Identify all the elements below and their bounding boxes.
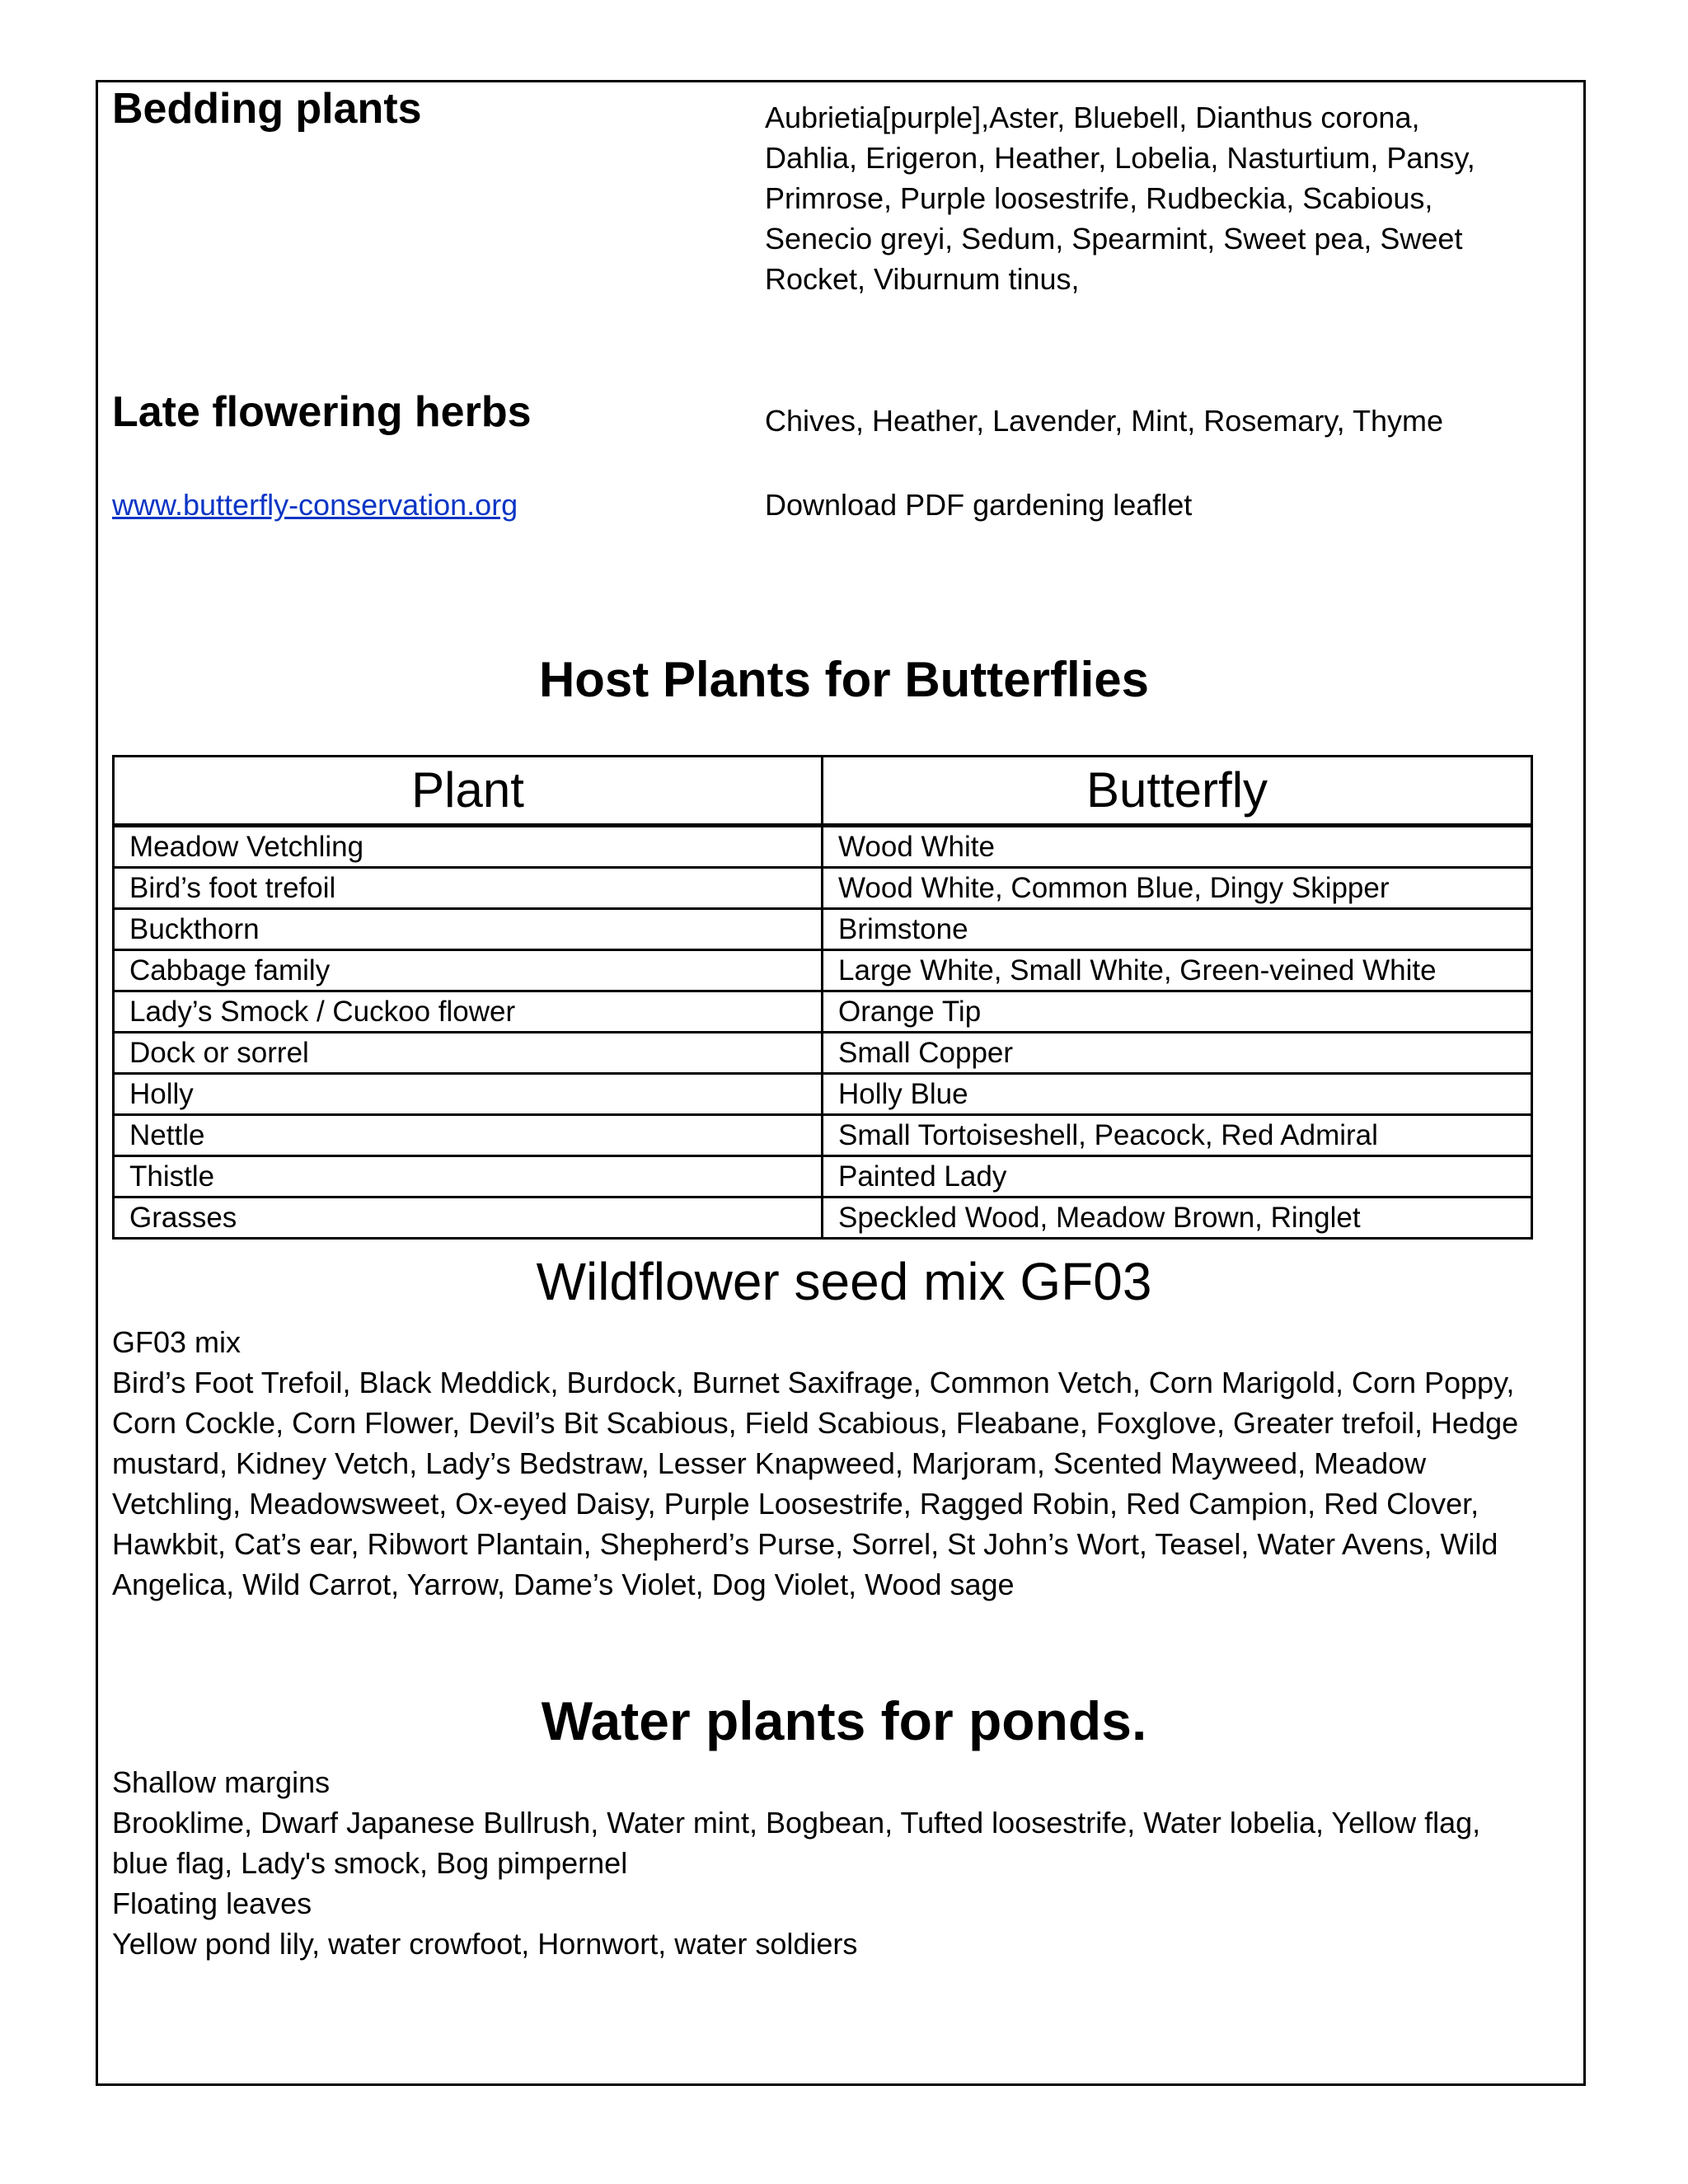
table-row (114, 1115, 1532, 1156)
table-row (114, 991, 1532, 1033)
butterfly-cell: Wood White, Common Blue, Dingy Skipper (823, 868, 1532, 909)
wildflower-line: Bird’s Foot Trefoil, Black Meddick, Burdock, Burnet Saxifrage, Common Vetch, Corn Marigold, Corn Poppy, (112, 1366, 1515, 1399)
butterfly-cell: Painted Lady (823, 1156, 1532, 1197)
wildflower-subheading: GF03 mix (112, 1325, 241, 1359)
plant-cell: Grasses (114, 1197, 823, 1239)
herbs-list: Chives, Heather, Lavender, Mint, Rosemary, Thyme (765, 404, 1444, 438)
wildflower-section (112, 1322, 1518, 1605)
plant-cell: Thistle (114, 1156, 823, 1197)
butterfly-cell: Brimstone (823, 909, 1532, 950)
bedding-line: Dahlia, Erigeron, Heather, Lobelia, Nasturtium, Pansy, (765, 141, 1475, 175)
wildflower-line: mustard, Kidney Vetch, Lady’s Bedstraw, Lesser Knapweed, Marjoram, Scented Mayweed, Meadow (112, 1446, 1427, 1480)
host-plants-table (112, 755, 1533, 1240)
table-row (114, 1074, 1532, 1115)
bedding-line: Senecio greyi, Sedum, Spearmint, Sweet pea, Sweet (765, 222, 1463, 255)
table-row (114, 826, 1532, 868)
butterfly-cell: Holly Blue (823, 1074, 1532, 1115)
plant-cell: Lady’s Smock / Cuckoo flower (114, 991, 823, 1033)
column-header-plant: Plant (114, 757, 823, 826)
plant-cell: Cabbage family (114, 950, 823, 991)
plant-cell: Buckthorn (114, 909, 823, 950)
butterfly-cell: Small Copper (823, 1033, 1532, 1074)
table-row (114, 1033, 1532, 1074)
wildflower-line: Angelica, Wild Carrot, Yarrow, Dame’s Violet, Dog Violet, Wood sage (112, 1568, 1015, 1601)
plant-cell: Holly (114, 1074, 823, 1115)
butterfly-cell: Speckled Wood, Meadow Brown, Ringlet (823, 1197, 1532, 1239)
bedding-line: Primrose, Purple loosestrife, Rudbeckia, Scabious, (765, 181, 1433, 215)
floating-leaves-heading: Floating leaves (112, 1886, 312, 1920)
butterfly-cell: Large White, Small White, Green-veined White (823, 950, 1532, 991)
table-header-row (114, 757, 1532, 826)
table-row (114, 1197, 1532, 1239)
host-plants-title: Host Plants for Butterflies (538, 652, 1150, 707)
floating-leaves-list: Yellow pond lily, water crowfoot, Hornwort, water soldiers (112, 1927, 858, 1961)
plant-cell: Dock or sorrel (114, 1033, 823, 1074)
table-row (114, 950, 1532, 991)
wildflower-line: Hawkbit, Cat’s ear, Ribwort Plantain, Shepherd’s Purse, Sorrel, St John’s Wort, Teasel, Water Avens, Wild (112, 1527, 1498, 1561)
table-row (114, 1156, 1532, 1197)
shallow-margins-line: Brooklime, Dwarf Japanese Bullrush, Water mint, Bogbean, Tufted loosestrife, Water lobelia, Yellow flag, (112, 1806, 1481, 1840)
wildflower-line: Vetchling, Meadowsweet, Ox-eyed Daisy, Purple Loosestrife, Ragged Robin, Red Campion, Red Clover, (112, 1487, 1479, 1521)
plant-cell: Nettle (114, 1115, 823, 1156)
table-row (114, 868, 1532, 909)
butterfly-cell: Orange Tip (823, 991, 1532, 1033)
wildflower-title: Wildflower seed mix GF03 (536, 1252, 1152, 1311)
plant-cell: Meadow Vetchling (114, 826, 823, 868)
bedding-line: Rocket, Viburnum tinus, (765, 262, 1080, 296)
water-plants-title: Water plants for ponds. (541, 1690, 1147, 1751)
water-plants-section (112, 1762, 1480, 1964)
shallow-margins-heading: Shallow margins (112, 1765, 331, 1799)
shallow-margins-line: blue flag, Lady's smock, Bog pimpernel (112, 1846, 628, 1880)
butterfly-conservation-link[interactable]: www.butterfly-conservation.org (112, 488, 518, 522)
wildflower-line: Corn Cockle, Corn Flower, Devil’s Bit Scabious, Field Scabious, Fleabane, Foxglove, Greater trefoil, Hedge (112, 1406, 1519, 1440)
plant-cell: Bird’s foot trefoil (114, 868, 823, 909)
bedding-list (765, 97, 1475, 299)
download-leaflet-text: Download PDF gardening leaflet (765, 488, 1193, 522)
butterfly-cell: Wood White (823, 826, 1532, 868)
column-header-butterfly: Butterfly (823, 757, 1532, 826)
herbs-heading: Late flowering herbs (112, 388, 532, 436)
butterfly-cell: Small Tortoiseshell, Peacock, Red Admiral (823, 1115, 1532, 1156)
bedding-heading: Bedding plants (112, 85, 422, 133)
bedding-line: Aubrietia[purple],Aster, Bluebell, Dianthus corona, (765, 101, 1420, 134)
table-row (114, 909, 1532, 950)
